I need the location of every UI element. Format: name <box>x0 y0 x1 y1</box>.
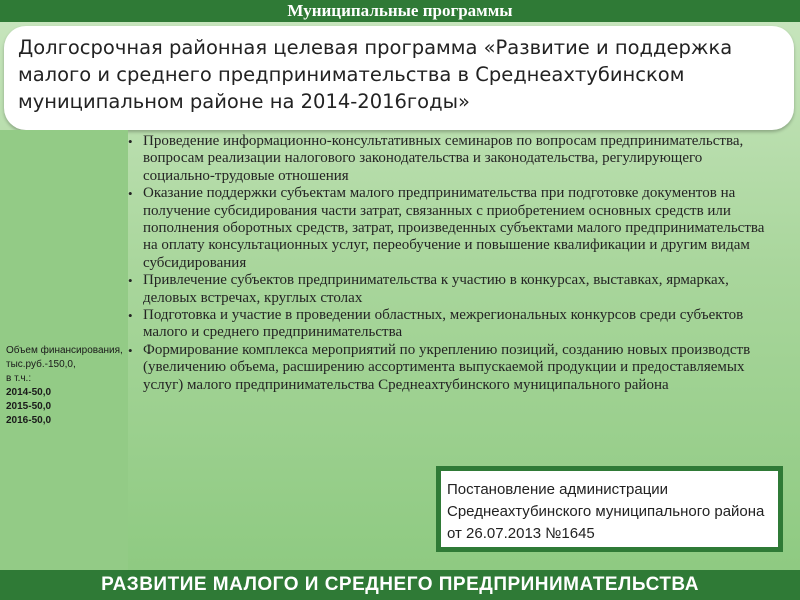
bullet-icon: • <box>128 134 133 149</box>
bullet-icon: • <box>128 342 133 358</box>
bullet-icon: • <box>128 186 133 202</box>
bullet-icon: • <box>128 308 133 324</box>
list-item: • Оказание поддержки субъектам малого предпринимательства при подготовке документов на получение субсидирования части затрат, связанных с приобретением основных средств или пополнения оборотных средств, затрат, произведенных субъектами малого предпринимательства на оплату консультационных услуг, переобучение и повышение квалификации и другим видам субсидирования <box>128 185 765 271</box>
funding-year-2014: 2014-50,0 <box>6 387 52 398</box>
funding-including: в т.ч.: <box>6 373 32 384</box>
bullet-icon: • <box>128 273 133 289</box>
decree-box <box>436 466 783 552</box>
program-title: Долгосрочная районная целевая программа «Развитие и поддержка малого и среднего предпринимательства в Среднеахтубинском муниципальном районе на 2014-2016годы» <box>4 26 794 130</box>
list-item: • Подготовка и участие в проведении областных, межрегиональных конкурсов среди субъектов малого и среднего предпринимательства <box>128 307 744 341</box>
list-item: • Привлечение субъектов предпринимательства к участию в конкурсах, выставках, ярмарках, деловых встречах, круглых столах <box>128 272 729 306</box>
decree-text: Постановление администрации Среднеахтубинского муниципального района от 26.07.2013 №1645 <box>441 471 778 547</box>
activities-list <box>127 133 777 394</box>
funding-year-2016: 2016-50,0 <box>6 415 52 426</box>
funding-year-2015: 2015-50,0 <box>6 401 52 412</box>
header-title: Муниципальные программы <box>0 0 800 22</box>
funding-info <box>6 344 124 428</box>
list-item: • Формирование комплекса мероприятий по укреплению позиций, созданию новых производств (увеличению объема, расширению ассортимента выпускаемой продукции и предоставляемых услуг) малого предпринимательства Среднеахтубинского муниципального района <box>128 341 751 393</box>
footer-title: РАЗВИТИЕ МАЛОГО И СРЕДНЕГО ПРЕДПРИНИМАТЕЛЬСТВА <box>0 570 800 600</box>
funding-total: тыс.руб.-150,0, <box>6 359 76 370</box>
list-item: • Проведение информационно-консультативных семинаров по вопросам предпринимательства, вопросам реализации налогового законодательства и законодательства, регулирующего социально-трудовые отношения <box>128 133 744 184</box>
funding-label: Объем финансирования, <box>6 345 123 356</box>
